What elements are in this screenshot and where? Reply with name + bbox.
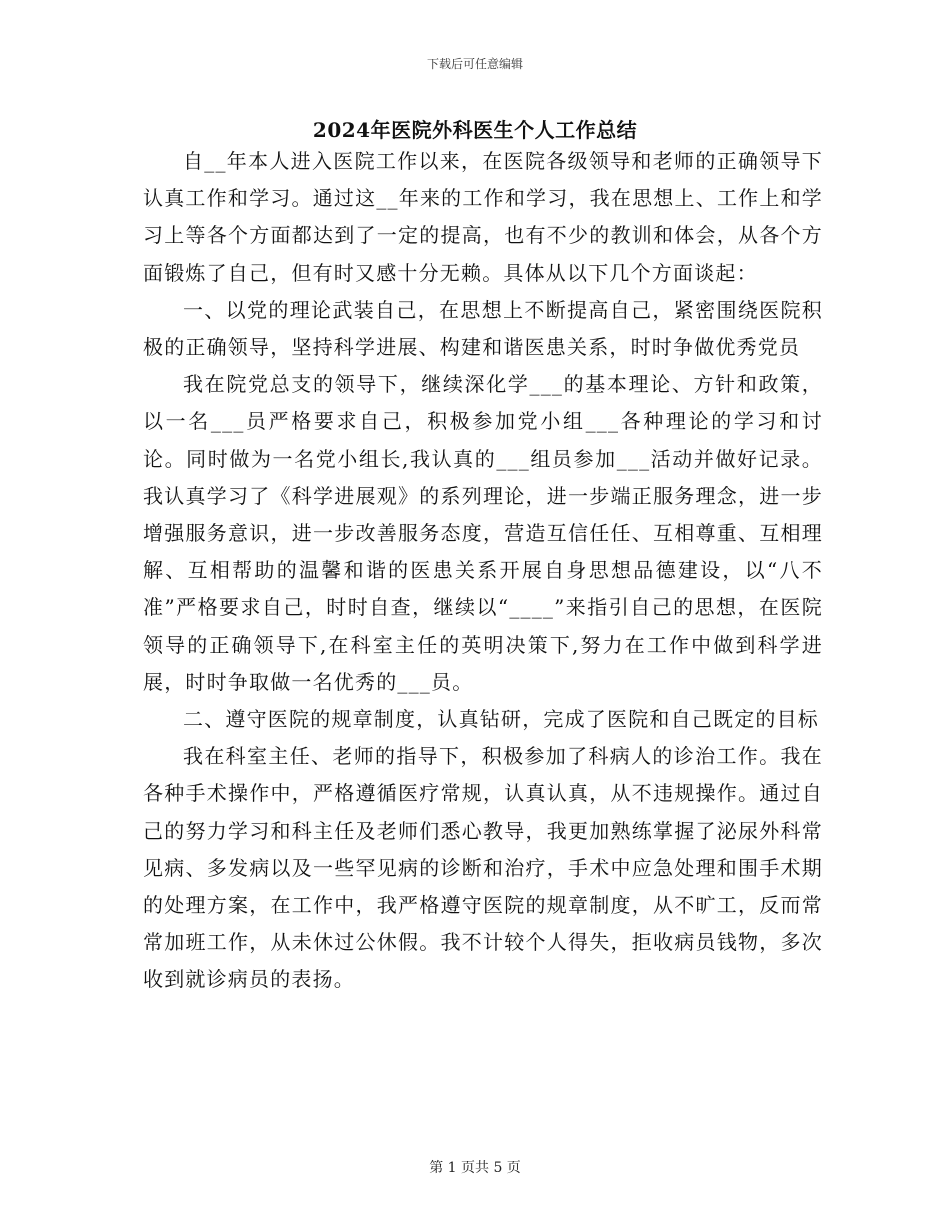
section-heading-2: 二、遵守医院的规章制度，认真钻研，完成了医院和自己既定的目标: [183, 707, 819, 732]
paragraph-party-study: 我在院党总支的领导下，继续深化学___的基本理论、方针和政策，以一名___员严格要求自己，积极参加党小组___各种理论的学习和讨论。同时做为一名党小组长,我认真的___组员参加___活动并做好记录。我认真学习了《科学进展观》的系列理论，进一步端正服务理念，进一步增强服务意识，进一步改善服务态度，营造互信任任、互相尊重、互相理解、互相帮助的温馨和谐的医患关系开展自身思想品德建设，以“八不准”严格要求自己，时时自查，继续以“____”来指引自己的思想，在医院领导的正确领导下,在科室主任的英明决策下,努力在工作中做到科学进展，时时争取做一名优秀的___员。: [143, 372, 823, 694]
document-title: 2024年医院外科医生个人工作总结: [312, 118, 638, 142]
document-body: [143, 143, 823, 999]
page-number-footer: 第 1 页共 5 页: [429, 1160, 521, 1176]
header-note: 下载后可任意编辑: [426, 57, 523, 71]
paragraph-intro: 自__年本人进入医院工作以来，在医院各级领导和老师的正确领导下认真工作和学习。通过这__年来的工作和学习，我在思想上、工作上和学习上等各个方面都达到了一定的提高，也有不少的教训和体会，从各个方面锻炼了自己，但有时又感十分无赖。具体从以下几个方面谈起：: [143, 149, 823, 285]
paragraph-clinical-work: 我在科室主任、老师的指导下，积极参加了科病人的诊治工作。我在各种手术操作中，严格遵循医疗常规，认真认真，从不违规操作。通过自己的努力学习和科主任及老师们悉心教导，我更加熟练掌握了泌尿外科常见病、多发病以及一些罕见病的诊断和治疗，手术中应急处理和围手术期的处理方案，在工作中，我严格遵守医院的规章制度，从不旷工，反而常常加班工作，从未休过公休假。我不计较个人得失，拒收病员钱物，多次收到就诊病员的表扬。: [143, 744, 823, 992]
section-heading-1: 一、以党的理论武装自己，在思想上不断提高自己，紧密围绕医院积极的正确领导，坚持科学进展、构建和谐医患关系，时时争做优秀党员: [143, 297, 823, 360]
